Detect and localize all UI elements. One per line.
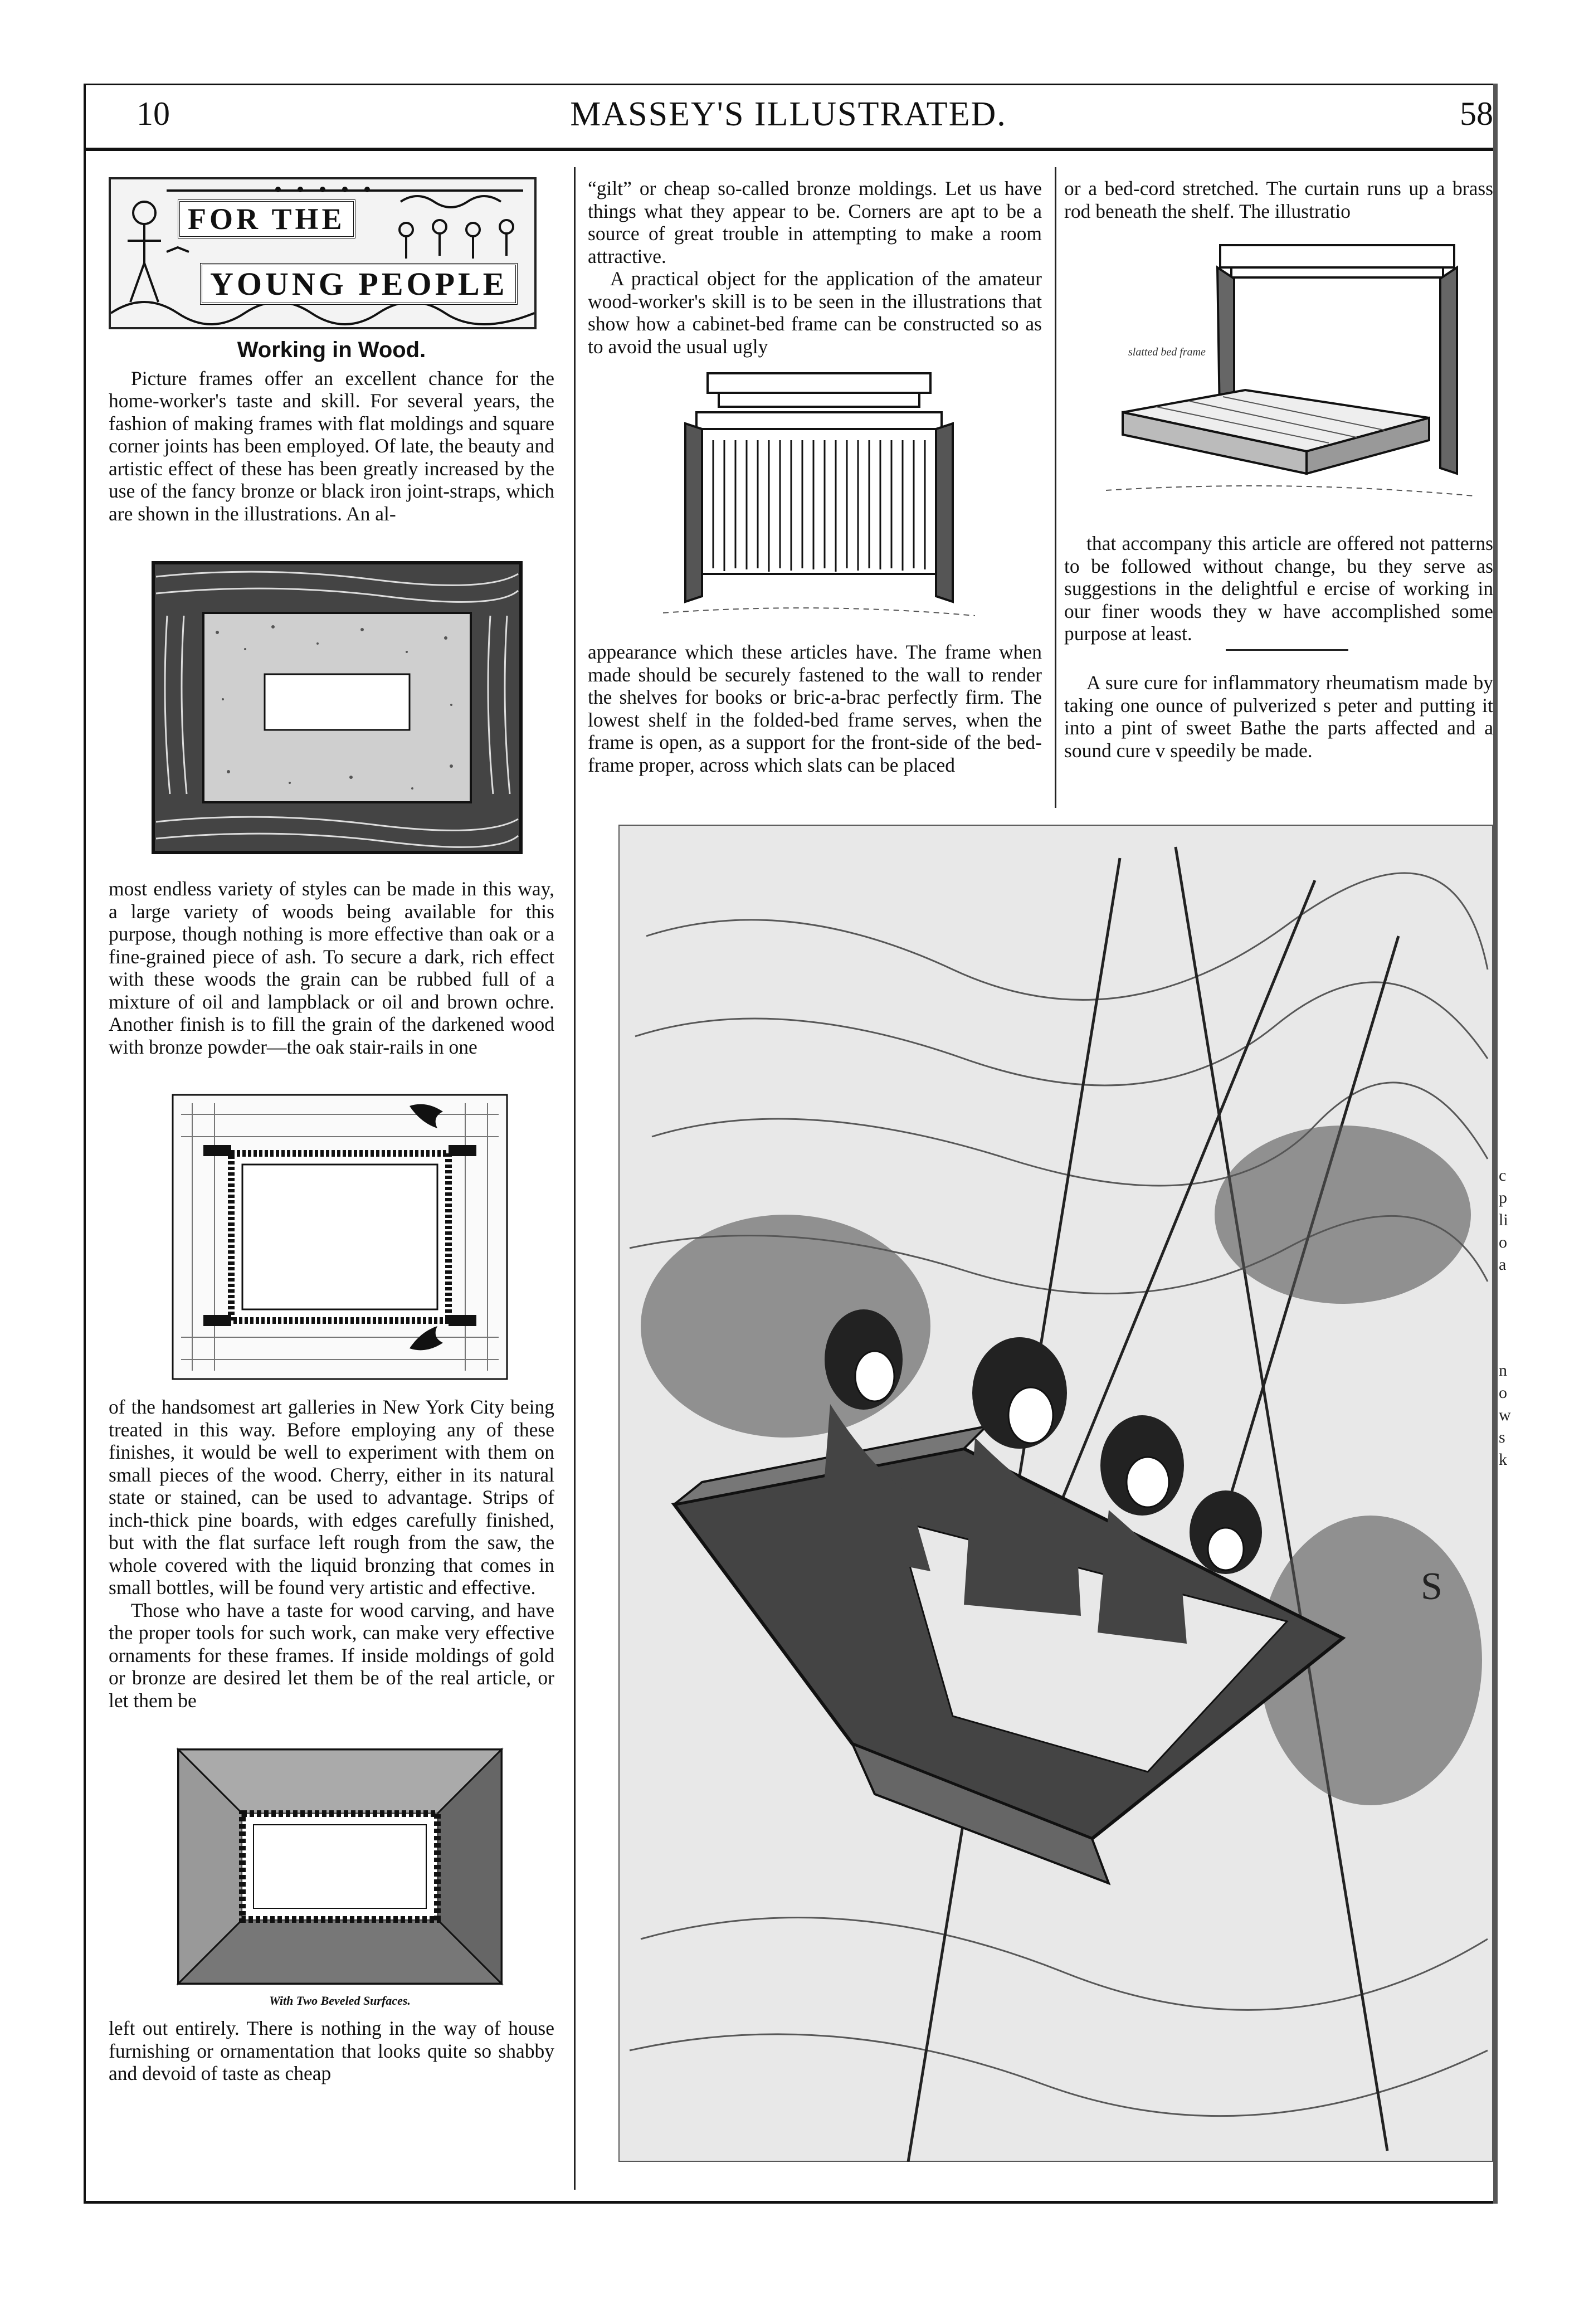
edge-fragment: c xyxy=(1499,1166,1507,1185)
figure-cabinet-bed-open xyxy=(1106,234,1474,513)
col3-paragraph-1: or a bed-cord stretched. The curtain runs up a brass rod beneath the shelf. The illustratio xyxy=(1064,177,1493,222)
figure-wooden-frame xyxy=(150,560,524,855)
figure-3-caption: With Two Beveled Surfaces. xyxy=(269,1994,411,2008)
column-3-bottom xyxy=(1064,671,1493,762)
top-rule xyxy=(84,84,1493,85)
edge-fragments xyxy=(1499,1165,1515,1471)
column-1-mid xyxy=(109,878,554,1058)
article-heading: Working in Wood. xyxy=(237,338,426,362)
edge-fragment: o xyxy=(1499,1233,1507,1251)
col3-paragraph-3: A sure cure for inflammatory rheumatism made by taking one ounce of pulverized s peter and putting it into a pint of sweet Bathe the parts affected and a sound cure v speedily be made. xyxy=(1064,671,1493,762)
column-2-bottom xyxy=(588,641,1042,776)
edge-fragment: w xyxy=(1499,1406,1511,1424)
edge-fragment: a xyxy=(1499,1255,1507,1274)
col1-paragraph-1: Picture frames offer an excellent chance for the home-worker's taste and skill. For several years, the fashion of making frames with flat moldings and square corner joints has been employed. Of late, the beauty and artistic effect of these has been greatly increased by the use of the fancy bronze or black iron joint-straps, which are shown in the illustrations. An al- xyxy=(109,367,554,525)
masthead-title: MASSEY'S ILLUSTRATED. xyxy=(570,95,1007,133)
figure-strap-frame xyxy=(170,1092,510,1382)
header-rule xyxy=(84,148,1493,151)
figure-cabinet-bed-closed xyxy=(663,362,975,630)
col2-paragraph-2: A practical object for the application of the amateur wood-worker's skill is to be seen in the illustrations that show how a cabinet-bed frame can be constructed so as to avoid the usual ugly xyxy=(588,267,1042,358)
col2-paragraph-1: “gilt” or cheap so-called bronze moldings. Let us have things what they appear to be. Corners are apt to be a source of great trouble in attempting to make a room attractive. xyxy=(588,177,1042,267)
bottom-rule xyxy=(84,2201,1493,2204)
figure-beveled-frame xyxy=(176,1747,504,1986)
column-1-bottom xyxy=(109,2017,554,2085)
column-1-top xyxy=(109,334,554,525)
banner-line-1: FOR THE xyxy=(178,199,355,238)
col2-paragraph-3: appearance which these articles have. The frame when made should be securely fastened to the wall to render the shelves for books or bric-a-brac perfectly firm. The lowest shelf in the folded-bed frame serves, when the frame is open, as a support for the front-side of the bed-frame proper, across which slats can be placed xyxy=(588,641,1042,776)
edge-fragment: k xyxy=(1499,1450,1507,1469)
right-border xyxy=(1493,84,1498,2204)
edge-fragment: s xyxy=(1499,1428,1505,1446)
col1-paragraph-2: most endless variety of styles can be made in this way, a large variety of woods being available for this purpose, though nothing is more effective than oak or a fine-grained piece of ash. To secure a dark, rich effect with these woods the grain can be rubbed full of a mixture of oil and lampblack or oil and brown ochre. Another finish is to fill the grain of the darkened wood with bronze powder—the oak stair-rails in one xyxy=(109,878,554,1058)
edge-fragment: li xyxy=(1499,1211,1508,1229)
right-page-number: 58 xyxy=(1460,95,1493,132)
page-number: 10 xyxy=(137,95,170,132)
svg-text:S: S xyxy=(1421,1565,1442,1608)
col3-paragraph-2: that accompany this article are offered not patterns to be followed without change, bu they serve as suggestions in the delightful e ercise of working in our finer woods they w have accomplished some purpose at least. xyxy=(1064,532,1493,645)
col1-paragraph-3: of the handsomest art galleries in New York City being treated in this way. Before employing any of these finishes, it would be well to experiment with them on small pieces of the wood. Cherry, either in its natural state or stained, can be used to advantage. Strips of inch-thick pine boards, with edges carefully finished, but with the flat surface left rough from the saw, the whole covered with the liquid bronzing that comes in small bottles, will be found very artistic and effective. xyxy=(109,1396,554,1599)
column-3-top xyxy=(1064,177,1493,222)
edge-fragment: o xyxy=(1499,1383,1507,1402)
column-divider-2 xyxy=(1055,167,1056,808)
col1-paragraph-4: Those who have a taste for wood carving, and have the proper tools for such work, can make very effective ornaments for these frames. If inside moldings of gold or bronze are desired let them be of the real article, or let them be xyxy=(109,1599,554,1712)
edge-fragment: n xyxy=(1499,1361,1507,1380)
banner-line-2: YOUNG PEOPLE xyxy=(200,263,518,305)
section-separator xyxy=(1226,649,1348,651)
young-people-banner xyxy=(109,177,537,329)
page-header xyxy=(84,95,1493,145)
column-1-lower xyxy=(109,1396,554,1712)
left-border xyxy=(84,84,86,2204)
edge-fragment: p xyxy=(1499,1188,1507,1207)
column-2-top xyxy=(588,177,1042,358)
column-divider-1 xyxy=(574,167,576,2190)
column-3-mid xyxy=(1064,532,1493,645)
col1-paragraph-5: left out entirely. There is nothing in the way of house furnishing or ornamentation that looks quite so shabby and devoid of taste as cheap xyxy=(109,2017,554,2084)
engraving-children-swing-boat xyxy=(618,825,1493,2162)
sketch-label: slatted bed frame xyxy=(1128,346,1206,358)
